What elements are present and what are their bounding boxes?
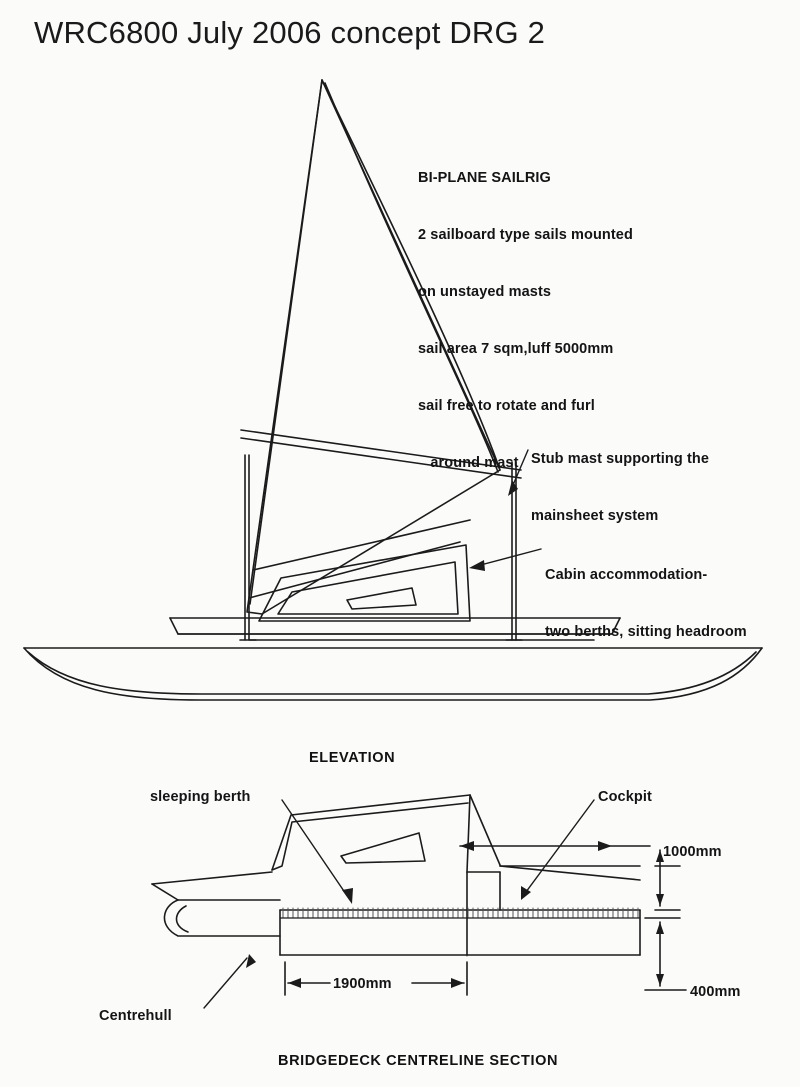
sheer-line-section: [152, 866, 640, 884]
annotation-sleeping-berth: sleeping berth: [150, 789, 251, 805]
annotation-stub-mast-line2: mainsheet system: [531, 508, 659, 524]
annotation-sailrig-line1: 2 sailboard type sails mounted: [418, 227, 633, 243]
dimension-label-1000: 1000mm: [663, 844, 722, 860]
annotation-cockpit: Cockpit: [598, 789, 652, 805]
annotation-cabin: [545, 528, 747, 680]
annotation-cabin-line1: Cabin accommodation-: [545, 567, 708, 583]
annotation-sailrig-line4: sail free to rotate and furl: [418, 398, 595, 414]
annotation-cabin-line2: two berths, sitting headroom: [545, 624, 747, 640]
dimension-label-1900: 1900mm: [333, 976, 392, 992]
dimension-1000: [460, 846, 680, 910]
dimension-1000-arrows: [460, 841, 664, 906]
dimension-label-400: 400mm: [690, 984, 741, 1000]
cabin-section: [272, 795, 500, 872]
page-title: WRC6800 July 2006 concept DRG 2: [34, 15, 546, 50]
annotation-stub-mast-line1: Stub mast supporting the: [531, 451, 710, 467]
sail-lower-panel: [249, 520, 470, 598]
dimension-400: [645, 918, 686, 990]
annotation-sailrig-line2: on unstayed masts: [418, 284, 552, 300]
annotation-sailrig-heading: BI-PLANE SAILRIG: [418, 170, 551, 186]
centrehull-section: [152, 884, 280, 936]
caption-elevation: ELEVATION: [309, 750, 396, 766]
annotation-sailrig-line3: sail area 7 sqm,luff 5000mm: [418, 341, 614, 357]
caption-bridgedeck-section: BRIDGEDECK CENTRELINE SECTION: [278, 1053, 559, 1069]
leader-lines-section: [204, 800, 594, 1008]
annotation-centrehull: Centrehull: [99, 1008, 172, 1024]
cockpit-well: [467, 872, 500, 910]
annotation-sailrig-line5: around mast: [418, 455, 519, 471]
bridgedeck-section: [280, 910, 640, 955]
cabin-elevation: [259, 545, 470, 621]
